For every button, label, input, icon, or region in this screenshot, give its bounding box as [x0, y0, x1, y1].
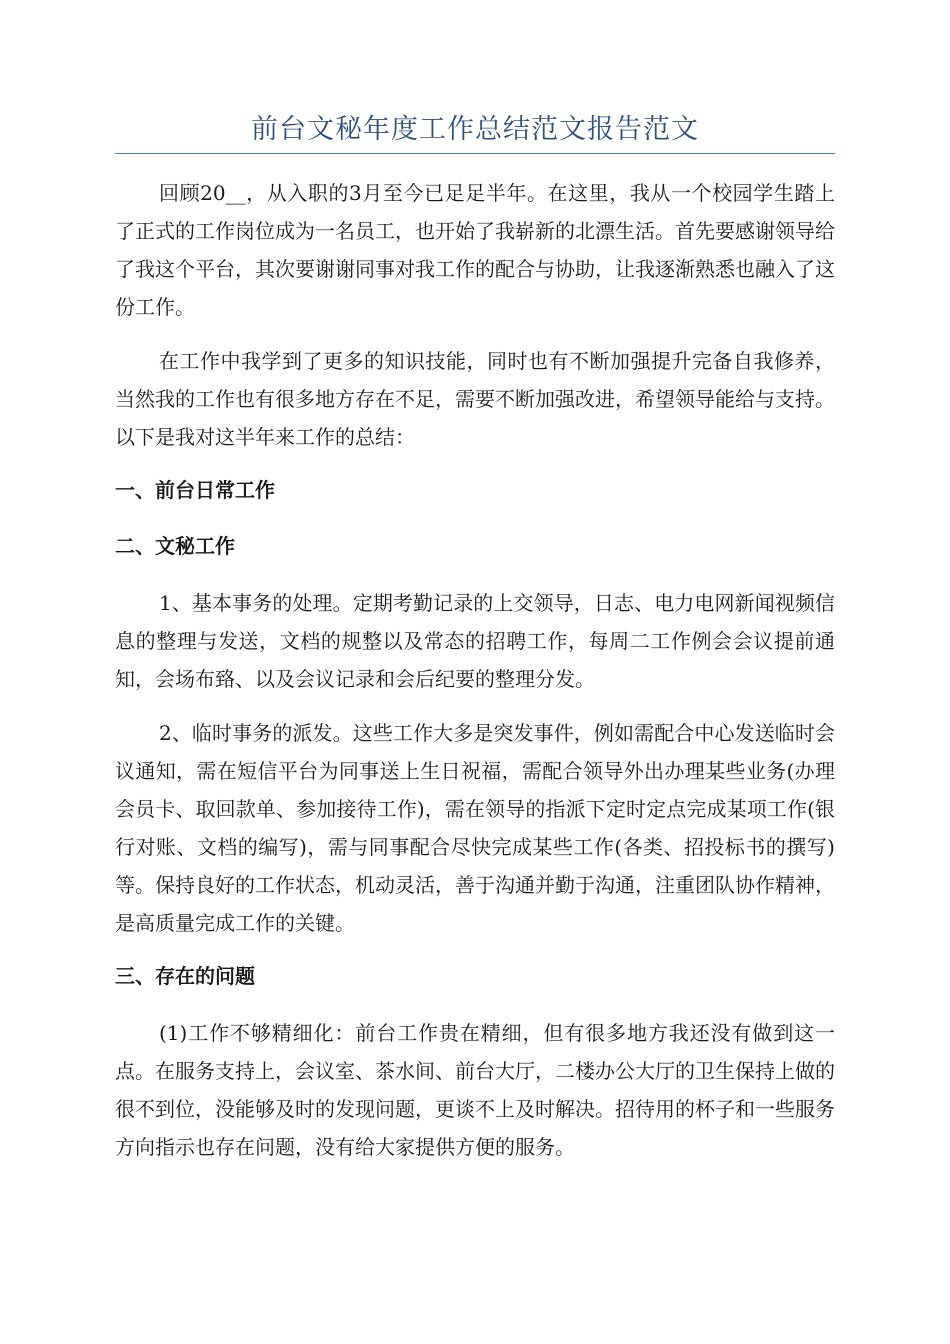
paragraph-summary-lead: 在工作中我学到了更多的知识技能，同时也有不断加强提升完备自我修养，当然我的工作也有很多地方存在不足，需要不断加强改进，希望领导能给与支持。以下是我对这半年来工作的总结： [115, 349, 835, 449]
section-heading-1: 一、前台日常工作 [115, 478, 275, 502]
title-underline [115, 153, 835, 154]
paragraph-intro: 回顾20__，从入职的3月至今已足足半年。在这里，我从一个校园学生踏上了正式的工作岗位成为一名员工，也开始了我崭新的北漂生活。首先要感谢领导给了我这个平台，其次要谢谢同事对我工作的配合与协助，让我逐渐熟悉也融入了这份工作。 [115, 181, 835, 319]
section-heading-3: 三、存在的问题 [115, 964, 255, 988]
document-body [115, 174, 835, 1182]
section-heading-2: 二、文秘工作 [115, 534, 235, 558]
paragraph-item-1: 1、基本事务的处理。定期考勤记录的上交领导，日志、电力电网新闻视频信息的整理与发送，文档的规整以及常态的招聘工作，每周二工作例会会议提前通知，会场布臵、以及会议记录和会后纪要的整理分发。 [115, 591, 835, 691]
paragraph-problem-1: (1)工作不够精细化：前台工作贵在精细，但有很多地方我还没有做到这一点。在服务支持上，会议室、茶水间、前台大厅，二楼办公大厅的卫生保持上做的很不到位，没能够及时的发现问题，更谈不上及时解决。招待用的杯子和一些服务方向指示也存在问题，没有给大家提供方便的服务。 [115, 1021, 835, 1159]
document-title: 前台文秘年度工作总结范文报告范文 [251, 114, 699, 145]
paragraph-item-2: 2、临时事务的派发。这些工作大多是突发事件，例如需配合中心发送临时会议通知，需在短信平台为同事送上生日祝福，需配合领导外出办理某些业务(办理会员卡、取回款单、参加接待工作)，需在领导的指派下定时定点完成某项工作(银行对账、文档的编写)，需与同事配合尽快完成某些工作(各类、招投标书的撰写)等。保持良好的工作状态，机动灵活，善于沟通并勤于沟通，注重团队协作精神，是高质量完成工作的关键。 [115, 721, 835, 935]
